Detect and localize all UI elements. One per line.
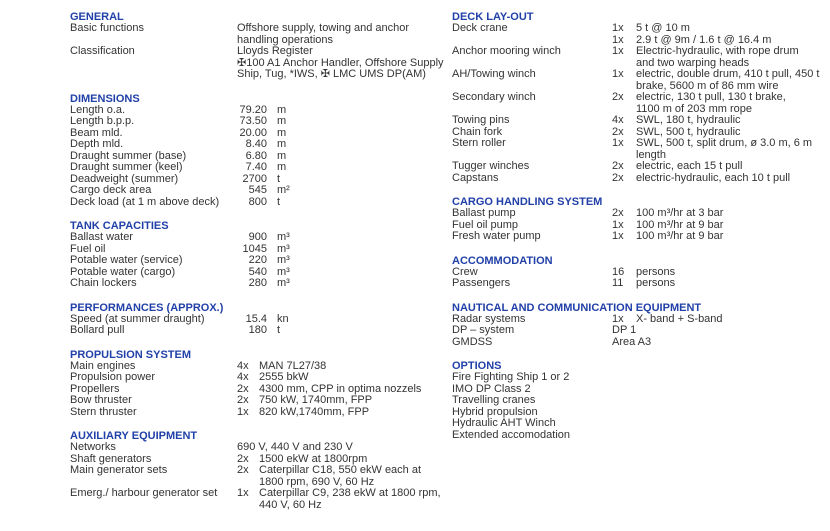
spec-value-line: electric, 130 t pull, 130 t brake,	[636, 91, 786, 103]
spec-unit: t	[277, 324, 281, 336]
spec-label: Stern thruster	[70, 405, 137, 418]
spec-value	[259, 372, 446, 384]
spec-quantity: 1x	[612, 137, 624, 149]
spec-value-line: DP 1	[612, 324, 637, 336]
spec-label: Fresh water pump	[452, 230, 541, 242]
spec-label: Potable water (cargo)	[70, 265, 176, 278]
spec-row	[70, 116, 446, 128]
spec-row	[70, 255, 446, 267]
spec-row	[70, 197, 446, 209]
spec-label: Radar systems	[452, 312, 526, 325]
spec-number: 15.4	[245, 312, 267, 325]
spec-label: AH/Towing winch	[452, 68, 536, 80]
left-column	[70, 11, 446, 511]
spec-label: Stern roller	[452, 137, 506, 149]
spec-label: Length o.a.	[70, 103, 126, 116]
spec-row	[70, 46, 446, 81]
spec-label: Shaft generators	[70, 452, 152, 465]
spec-label: Depth mld.	[70, 138, 124, 150]
spec-label: Towing pins	[452, 114, 510, 126]
section-general	[70, 11, 446, 81]
spec-row	[452, 325, 830, 337]
spec-quantity: 2x	[237, 464, 249, 476]
spec-number: 220	[248, 254, 267, 266]
spec-quantity: 2x	[237, 382, 249, 395]
spec-row	[70, 395, 446, 407]
spec-value-line: Electric-hydraulic, with rope drum	[636, 45, 799, 57]
option-item: Extended accomodation	[452, 428, 571, 441]
spec-value	[636, 92, 830, 115]
spec-value-line: 4300 mm, CPP in optima nozzels	[259, 382, 422, 395]
spec-row	[452, 23, 830, 35]
spec-quantity: 1x	[612, 45, 624, 57]
spec-value-line: 1100 m of 203 mm rope	[636, 102, 752, 115]
spec-quantity: 2x	[612, 91, 624, 103]
spec-value	[612, 337, 830, 349]
section-deck-lay-out	[452, 11, 830, 184]
option-item: Fire Fighting Ship 1 or 2	[452, 371, 570, 383]
section-accommodation	[452, 255, 830, 290]
spec-value-line: 750 kW, 1740mm, FPP	[259, 394, 373, 406]
spec-value-line: ✠100 A1 Anchor Handler, Offshore Supply	[237, 56, 444, 69]
spec-unit: t	[277, 195, 281, 208]
section-heading: CARGO HANDLING SYSTEM	[452, 196, 603, 208]
spec-label: Emerg./ harbour generator set	[70, 487, 218, 499]
section-heading: PERFORMANCES (APPROX.)	[70, 301, 224, 314]
spec-number: 8.40	[245, 138, 267, 150]
spec-label: Cargo deck area	[70, 184, 152, 196]
spec-label: Classification	[70, 45, 135, 57]
spec-quantity: 2x	[612, 207, 624, 219]
spec-label: Draught summer (base)	[70, 149, 187, 162]
spec-number: 800	[248, 195, 267, 208]
option-item: Hybrid propulsion	[452, 405, 538, 418]
spec-value-line: 1500 ekW at 1800rpm	[259, 452, 368, 465]
spec-value	[259, 407, 446, 419]
spec-quantity: 4x	[612, 114, 624, 126]
spec-value	[636, 231, 830, 243]
spec-value-line: 690 V, 440 V and 230 V	[237, 441, 353, 453]
option-row	[452, 430, 830, 442]
section-heading: PROPULSION SYSTEM	[70, 348, 192, 361]
spec-value	[636, 161, 830, 173]
spec-number: 1045	[242, 242, 267, 255]
spec-value-line: and two warping heads	[636, 56, 750, 69]
spec-label: Potable water (service)	[70, 254, 183, 266]
spec-value	[636, 278, 830, 290]
option-row	[452, 395, 830, 407]
spec-value	[636, 314, 830, 326]
right-column	[452, 11, 830, 441]
spec-label: Main engines	[70, 359, 136, 372]
spec-unit: m	[277, 126, 287, 139]
spec-quantity: 1x	[612, 33, 624, 46]
spec-label: GMDSS	[452, 335, 493, 348]
spec-value-line: Area A3	[612, 335, 652, 348]
spec-row	[452, 46, 830, 69]
spec-value	[636, 69, 830, 92]
spec-quantity: 2x	[612, 125, 624, 138]
spec-value-line: MAN 7L27/38	[259, 359, 327, 372]
spec-label: Crew	[452, 265, 478, 278]
spec-row	[70, 465, 446, 488]
spec-label: Capstans	[452, 171, 499, 184]
spec-number: 20.00	[239, 126, 267, 139]
spec-value-line: SWL, 180 t, hydraulic	[636, 114, 741, 126]
spec-value	[636, 23, 830, 35]
spec-label: Networks	[70, 441, 116, 453]
spec-label: DP – system	[452, 324, 515, 336]
spec-value-line: X- band + S-band	[636, 312, 723, 325]
spec-quantity: 2x	[612, 160, 624, 172]
spec-quantity: 1x	[612, 312, 624, 325]
spec-unit: m	[277, 138, 287, 150]
spec-label: Bollard pull	[70, 324, 125, 336]
spec-value	[237, 46, 446, 81]
section-heading: ACCOMMODATION	[452, 254, 553, 267]
option-item: Travelling cranes	[452, 394, 536, 406]
section-dimensions	[70, 93, 446, 209]
spec-label: Ballast water	[70, 231, 133, 243]
spec-label: Length b.p.p.	[70, 115, 135, 127]
spec-row	[452, 115, 830, 127]
spec-unit: m	[277, 115, 287, 127]
spec-quantity: 4x	[237, 371, 249, 383]
section-propulsion-system	[70, 349, 446, 419]
spec-row	[452, 278, 830, 290]
spec-value-line: length	[636, 148, 666, 161]
spec-value-line: SWL, 500 t, hydraulic	[636, 125, 741, 138]
spec-quantity: 1x	[612, 22, 624, 34]
section-heading: DIMENSIONS	[70, 92, 140, 105]
spec-row	[452, 138, 830, 161]
spec-row	[70, 139, 446, 151]
spec-row	[452, 337, 830, 349]
spec-number: 280	[248, 277, 267, 289]
spec-unit: m	[277, 161, 287, 173]
spec-label: Ballast pump	[452, 207, 516, 219]
spec-quantity: 2x	[612, 171, 624, 184]
spec-label: Draught summer (keel)	[70, 161, 183, 173]
spec-quantity: 1x	[612, 230, 624, 242]
spec-value-line: Offshore supply, towing and anchor	[237, 22, 410, 34]
spec-label: Propulsion power	[70, 371, 155, 383]
section-heading: GENERAL	[70, 11, 124, 23]
spec-row	[452, 161, 830, 173]
spec-row	[452, 92, 830, 115]
spec-label: Anchor mooring winch	[452, 45, 561, 57]
spec-value	[237, 23, 446, 46]
spec-label: Secondary winch	[452, 91, 536, 103]
spec-unit: m³	[277, 231, 290, 243]
section-heading: DECK LAY-OUT	[452, 11, 534, 23]
spec-number: 900	[248, 231, 267, 243]
spec-value-line: Ship, Tug, *IWS, ✠ LMC UMS DP(AM)	[237, 68, 426, 80]
spec-quantity: 1x	[237, 405, 249, 418]
spec-value-line: persons	[636, 265, 676, 278]
spec-row	[70, 278, 446, 290]
spec-label: Tugger winches	[452, 160, 530, 172]
spec-value-line: 5 t @ 10 m	[636, 22, 690, 34]
spec-value-line: 100 m³/hr at 9 bar	[636, 230, 724, 242]
spec-value-line: 1800 rpm, 690 V, 60 Hz	[259, 475, 375, 488]
spec-value-line: SWL, 500 t, split drum, ø 3.0 m, 6 m	[636, 137, 813, 149]
spec-value-line: electric-hydraulic, each 10 t pull	[636, 171, 791, 184]
spec-value	[259, 395, 446, 407]
spec-quantity: 16	[612, 265, 625, 278]
section-heading: AUXILIARY EQUIPMENT	[70, 430, 198, 442]
spec-unit: m	[277, 149, 287, 162]
spec-label: Deck load (at 1 m above deck)	[70, 195, 220, 208]
spec-unit: kn	[277, 312, 289, 325]
section-heading: OPTIONS	[452, 360, 502, 372]
spec-label: Chain fork	[452, 125, 503, 138]
option-row	[452, 418, 830, 430]
spec-value-line: persons	[636, 277, 676, 289]
spec-number: 73.50	[239, 115, 267, 127]
section-heading: NAUTICAL AND COMMUNICATION EQUIPMENT	[452, 301, 702, 314]
spec-label: Speed (at summer draught)	[70, 312, 205, 325]
spec-unit: m²	[277, 184, 290, 196]
spec-value-line: 2555 bkW	[259, 371, 309, 383]
spec-value	[612, 325, 830, 337]
spec-row	[70, 442, 446, 454]
spec-value-line: brake, 5600 m of 86 mm wire	[636, 79, 779, 92]
spec-quantity: 1x	[237, 487, 249, 499]
spec-row	[452, 231, 830, 243]
spec-number: 2700	[242, 172, 267, 185]
spec-label: Fuel oil pump	[452, 218, 519, 231]
spec-label: Passengers	[452, 277, 511, 289]
spec-unit: m³	[277, 265, 290, 278]
section-options	[452, 360, 830, 441]
spec-value-line: Caterpillar C9, 238 ekW at 1800 rpm,	[259, 487, 441, 499]
spec-label: Chain lockers	[70, 277, 137, 289]
spec-label: Basic functions	[70, 22, 144, 34]
spec-value	[636, 173, 830, 185]
spec-value-line: 100 m³/hr at 3 bar	[636, 207, 724, 219]
spec-value-line: Caterpillar C18, 550 ekW each at	[259, 464, 422, 476]
spec-unit: m³	[277, 254, 290, 266]
spec-value-line: electric, double drum, 410 t pull, 450 t	[636, 68, 820, 80]
spec-row	[70, 325, 446, 337]
spec-value	[636, 46, 830, 69]
spec-value	[636, 138, 830, 161]
spec-label: Bow thruster	[70, 394, 132, 406]
spec-value-line: handling operations	[237, 33, 334, 46]
spec-number: 545	[248, 184, 267, 196]
section-heading: TANK CAPACITIES	[70, 220, 169, 232]
section-auxiliary-equipment	[70, 430, 446, 511]
section-nautical-and-communication-equipment	[452, 302, 830, 349]
spec-quantity: 2x	[237, 452, 249, 465]
spec-row	[452, 173, 830, 185]
section-tank-capacities	[70, 220, 446, 290]
spec-unit: m	[277, 103, 287, 116]
spec-label: Deck crane	[452, 22, 508, 34]
spec-value	[237, 442, 446, 454]
spec-quantity: 1x	[612, 68, 624, 80]
section-cargo-handling-system	[452, 196, 830, 243]
spec-number: 180	[248, 324, 267, 336]
spec-unit: t	[277, 172, 281, 185]
spec-label: Deadweight (summer)	[70, 172, 179, 185]
spec-value	[259, 488, 446, 511]
spec-quantity: 2x	[237, 394, 249, 406]
spec-value	[259, 465, 446, 488]
option-row	[452, 372, 830, 384]
section-performances-approx	[70, 302, 446, 337]
spec-value-line: 100 m³/hr at 9 bar	[636, 218, 724, 231]
spec-value	[636, 115, 830, 127]
spec-quantity: 11	[612, 277, 624, 289]
option-item: Hydraulic AHT Winch	[452, 417, 556, 429]
option-item: IMO DP Class 2	[452, 382, 531, 395]
spec-row	[70, 162, 446, 174]
spec-label: Beam mld.	[70, 126, 123, 139]
spec-quantity: 4x	[237, 359, 249, 372]
spec-number: 6.80	[245, 149, 267, 162]
spec-row	[70, 185, 446, 197]
spec-value-line: 820 kW,1740mm, FPP	[259, 405, 370, 418]
spec-row	[70, 23, 446, 46]
spec-unit: m³	[277, 242, 290, 255]
spec-number: 540	[248, 265, 267, 278]
spec-row	[70, 372, 446, 384]
spec-value	[636, 208, 830, 220]
spec-label: Main generator sets	[70, 464, 168, 476]
spec-value-line: 2.9 t @ 9m / 1.6 t @ 16.4 m	[636, 33, 772, 46]
spec-row	[452, 69, 830, 92]
spec-quantity: 1x	[612, 218, 624, 231]
spec-label: Propellers	[70, 382, 120, 395]
spec-row	[70, 232, 446, 244]
spec-number: 7.40	[245, 161, 267, 173]
spec-value-line: 440 V, 60 Hz	[259, 498, 322, 511]
spec-number: 79.20	[239, 103, 267, 116]
spec-unit: m³	[277, 277, 290, 289]
spec-row	[70, 488, 446, 511]
spec-row	[452, 208, 830, 220]
spec-row	[70, 407, 446, 419]
spec-label: Fuel oil	[70, 242, 106, 255]
spec-value-line: electric, each 15 t pull	[636, 160, 743, 172]
spec-value-line: Lloyds Register	[237, 45, 313, 57]
